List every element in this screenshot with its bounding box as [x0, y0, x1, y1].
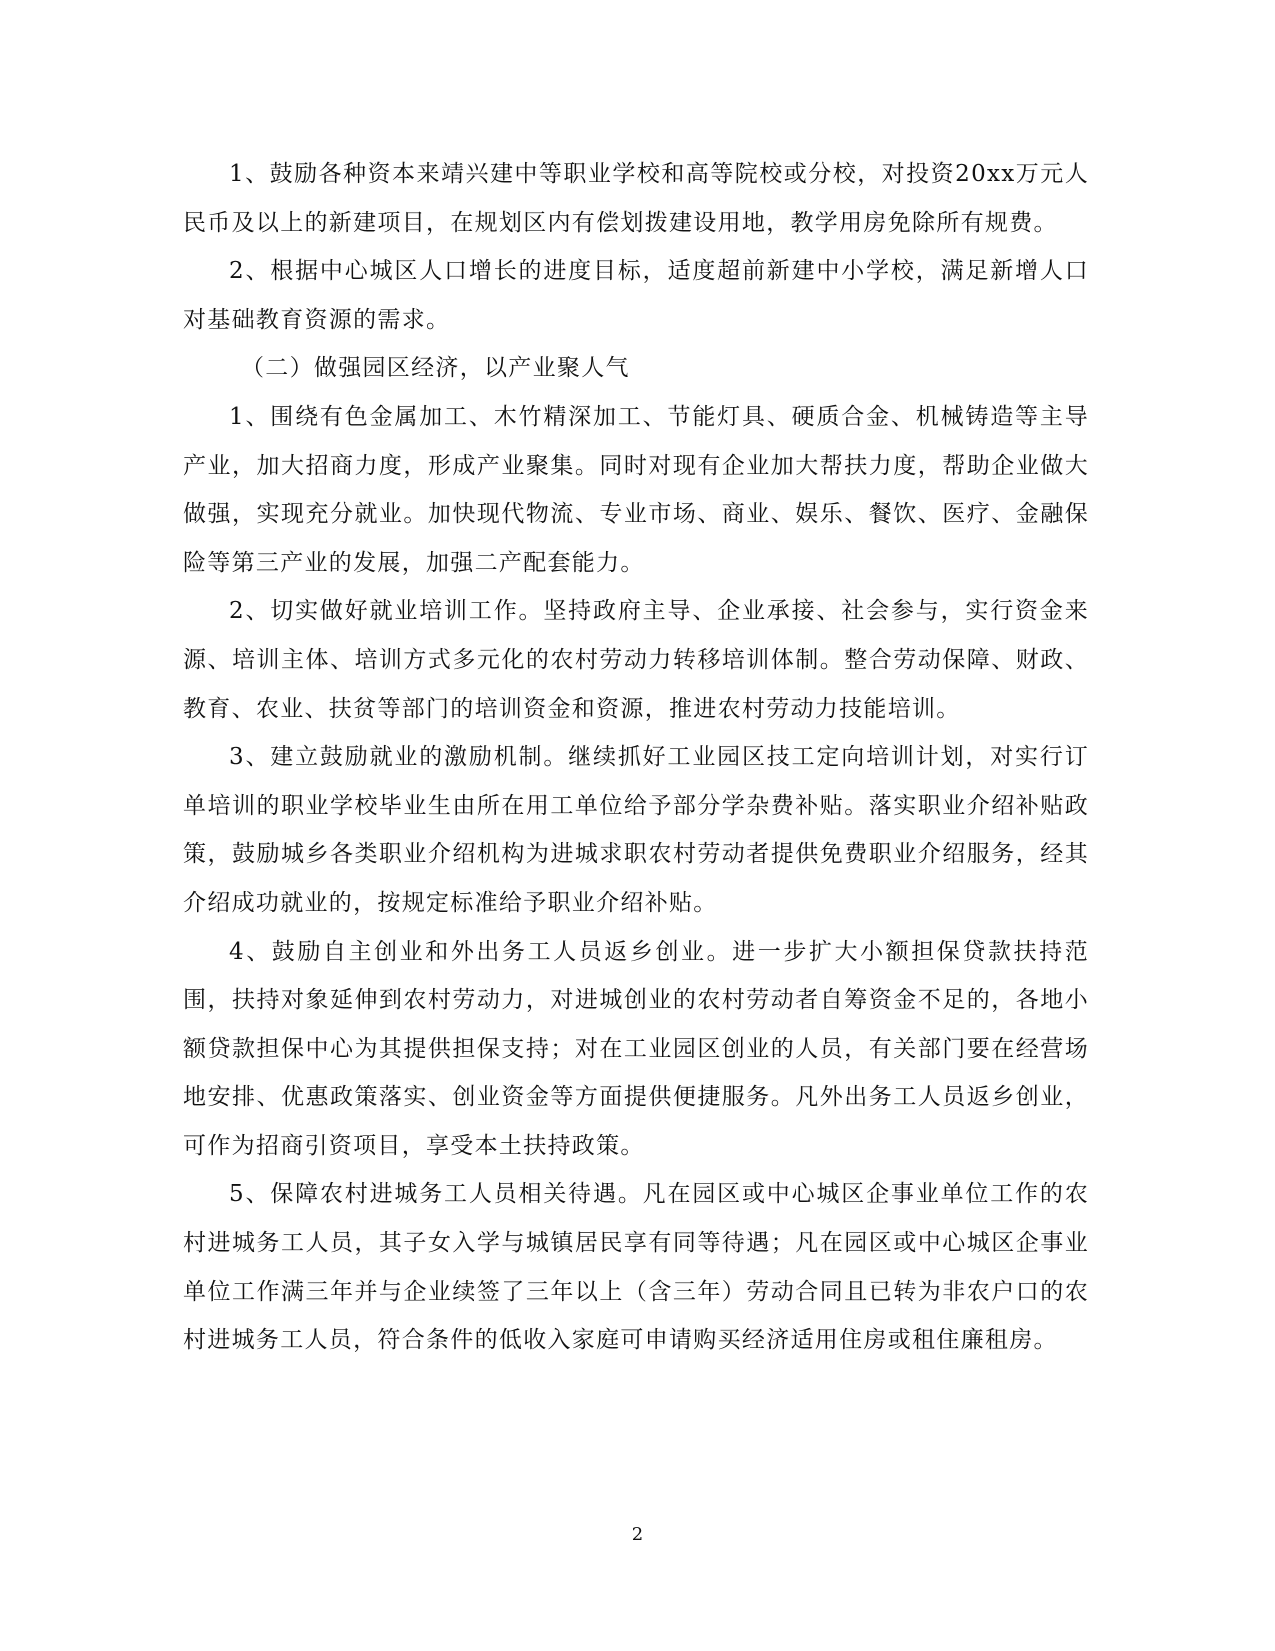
paragraph-employment-training: 2、切实做好就业培训工作。坚持政府主导、企业承接、社会参与，实行资金来源、培训主体、培训方式多元化的农村劳动力转移培训体制。整合劳动保障、财政、教育、农业、扶贫等部门的培训资金和资源，推进农村劳动力技能培训。	[183, 598, 1089, 722]
section-heading: （二）做强园区经济，以产业聚人气	[241, 355, 630, 382]
page-number: 2	[631, 1524, 644, 1545]
paragraph-entrepreneurship: 4、鼓励自主创业和外出务工人员返乡创业。进一步扩大小额担保贷款扶持范围，扶持对象延伸到农村劳动力，对进城创业的农村劳动者自筹资金不足的，各地小额贷款担保中心为其提供担保支持；对在工业园区创业的人员，有关部门要在经营场地安排、优惠政策落实、创业资金等方面提供便捷服务。凡外出务工人员返乡创业，可作为招商引资项目，享受本土扶持政策。	[183, 938, 1089, 1159]
paragraph-employment-incentives: 3、建立鼓励就业的激励机制。继续抓好工业园区技工定向培训计划，对实行订单培训的职业学校毕业生由所在用工单位给予部分学杂费补贴。落实职业介绍补贴政策，鼓励城乡各类职业介绍机构为进城求职农村劳动者提供免费职业介绍服务，经其介绍成功就业的，按规定标准给予职业介绍补贴。	[183, 744, 1089, 916]
paragraph-education-investment: 1、鼓励各种资本来靖兴建中等职业学校和高等院校或分校，对投资20xx万元人民币及以上的新建项目，在规划区内有偿划拨建设用地，教学用房免除所有规费。	[183, 161, 1089, 236]
paragraph-industry-cluster: 1、围绕有色金属加工、木竹精深加工、节能灯具、硬质合金、机械铸造等主导产业，加大招商力度，形成产业聚集。同时对现有企业加大帮扶力度，帮助企业做大做强，实现充分就业。加快现代物流、专业市场、商业、娱乐、餐饮、医疗、金融保险等第三产业的发展，加强二产配套能力。	[183, 403, 1089, 576]
document-body	[183, 150, 1089, 1365]
paragraph-primary-schools: 2、根据中心城区人口增长的进度目标，适度超前新建中小学校，满足新增人口对基础教育资源的需求。	[183, 258, 1089, 333]
paragraph-worker-benefits: 5、保障农村进城务工人员相关待遇。凡在园区或中心城区企事业单位工作的农村进城务工人员，其子女入学与城镇居民享有同等待遇；凡在园区或中心城区企事业单位工作满三年并与企业续签了三年以上（含三年）劳动合同且已转为非农户口的农村进城务工人员，符合条件的低收入家庭可申请购买经济适用住房或租住廉租房。	[183, 1181, 1089, 1354]
